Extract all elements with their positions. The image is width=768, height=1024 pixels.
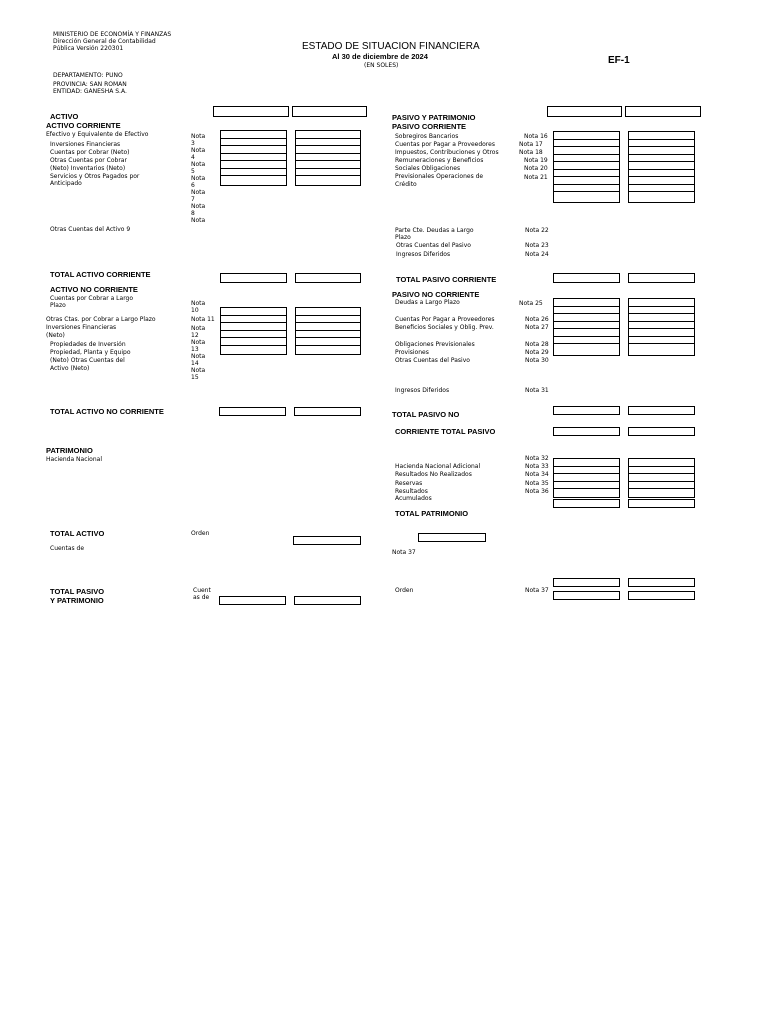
anc-grid-2[interactable] [295, 307, 361, 355]
total-ac-box-1[interactable] [220, 273, 287, 283]
obligaciones-prev-label: Obligaciones Previsionales [395, 341, 475, 348]
notas-nc-2: Nota 11 [191, 316, 215, 323]
nota-32: Nota 32 [525, 455, 549, 462]
nota-17: Nota 17 [519, 141, 543, 148]
year-box-right-2[interactable] [625, 106, 701, 117]
patrimonio-grid-1[interactable] [553, 458, 620, 498]
total-pasivo-box-1[interactable] [553, 427, 620, 436]
efectivo-label: Efectivo y Equivalente de Efectivo [46, 131, 149, 138]
notas-activo-corriente: Nota 3 Nota 4 Nota 5 Nota 6 Nota 7 Nota 8 Nota [191, 133, 206, 224]
nota-26: Nota 26 [525, 316, 549, 323]
propiedades-inv-label: Propiedades de Inversión [50, 341, 126, 348]
departamento: DEPARTAMENTO: PUNO [53, 72, 123, 79]
provincia: PROVINCIA: SAN ROMAN [53, 81, 127, 88]
entidad: ENTIDAD: GANESHA S.A. [53, 88, 127, 95]
total-pc-box-1[interactable] [553, 273, 620, 283]
inversiones-fin-label: Inversiones Financieras [46, 324, 117, 331]
pnc-grid-2[interactable] [628, 298, 695, 356]
nota-19: Nota 19 [524, 157, 548, 164]
total-pasivo-box-2[interactable] [628, 427, 695, 436]
ac-grid-1[interactable] [220, 130, 287, 186]
year-box-left-1[interactable] [213, 106, 289, 117]
otras-cuentas-pasivo-label: Otras Cuentas del Pasivo [396, 242, 471, 249]
pc-grid-1[interactable] [553, 131, 620, 203]
total-anc-box-1[interactable] [219, 407, 286, 416]
total-pasivo-corriente-label: TOTAL PASIVO CORRIENTE [396, 275, 497, 284]
total-activo-label: TOTAL ACTIVO [50, 529, 105, 538]
orden-box-bottom-1[interactable] [553, 591, 620, 600]
total-pyp-box-2[interactable] [294, 596, 361, 605]
total-patrimonio-label: TOTAL PATRIMONIO [395, 509, 469, 518]
inversiones-label: Inversiones Financieras [50, 141, 121, 148]
resultados-label: Resultados [395, 488, 428, 495]
nota-16: Nota 16 [524, 133, 548, 140]
total-pasivo-no-label: TOTAL PASIVO NO [392, 410, 460, 419]
total-pasivo-patrimonio-label: TOTAL PASIVO Y PATRIMONIO [50, 587, 105, 605]
nota-34: Nota 34 [525, 471, 549, 478]
nota-29: Nota 29 [525, 349, 549, 356]
patrimonio-heading: PATRIMONIO [46, 446, 93, 455]
pc-row-2: Cuentas por Pagar a Proveedores [395, 141, 495, 148]
cuentas-de-label: Cuentas de [50, 545, 85, 552]
total-activo-corriente-label: TOTAL ACTIVO CORRIENTE [50, 270, 151, 279]
pc-grid-2[interactable] [628, 131, 695, 203]
patrimonio-total-box-2[interactable] [628, 499, 695, 508]
nota-23: Nota 23 [525, 242, 549, 249]
total-pnc-box-1[interactable] [553, 406, 620, 415]
reservas-label: Reservas [395, 480, 423, 487]
total-ac-box-2[interactable] [295, 273, 361, 283]
pasivo-no-corriente-heading: PASIVO NO CORRIENTE [392, 290, 480, 299]
nota-27: Nota 27 [525, 324, 549, 331]
neto-otras-label: (Neto) Otras Cuentas del [50, 357, 125, 364]
nota-20: Nota 20 [524, 165, 548, 172]
acumulados-label: Acumulados [395, 495, 432, 502]
orden-box-top-2[interactable] [628, 578, 695, 587]
parte-cte-label: Parte Cte. Deudas a Largo Plazo [395, 227, 474, 241]
pc-row-3: Impuestos, Contribuciones y Otros [395, 149, 499, 156]
cuentas-cobrar-lp-label: Cuentas por Cobrar a Largo Plazo [50, 295, 134, 309]
notas-nc-1: Nota 10 [191, 300, 206, 314]
pc-row-7: Crédito [395, 181, 417, 188]
pnc-grid-1[interactable] [553, 298, 620, 356]
version-line: Pública Versión 220301 [53, 45, 124, 52]
nota-35: Nota 35 [525, 480, 549, 487]
orden-box-bottom-2[interactable] [628, 591, 695, 600]
nota-37-a: Nota 37 [392, 549, 416, 556]
deudas-lp-label: Deudas a Largo Plazo [395, 299, 460, 306]
otras-cuentas-label: Otras Cuentas por Cobrar [50, 157, 127, 164]
pasivo-corriente-heading: PASIVO CORRIENTE [392, 122, 467, 131]
cuentas-cobrar-label: Cuentas por Cobrar (Neto) [50, 149, 130, 156]
patrimonio-grid-2[interactable] [628, 458, 695, 498]
hacienda-label: Hacienda Nacional [46, 456, 102, 463]
otras-ctas-lp-label: Otras Ctas. por Cobrar a Largo Plazo [46, 316, 156, 323]
otras-cuentas-pasivo-2-label: Otras Cuentas del Pasivo [395, 357, 470, 364]
resultados-no-label: Resultados No Realizados [395, 471, 472, 478]
pc-row-1: Sobregiros Bancarios [395, 133, 459, 140]
nota-28: Nota 28 [525, 341, 549, 348]
total-pnc-box-2[interactable] [628, 406, 695, 415]
nota-37-b: Nota 37 [525, 587, 549, 594]
year-box-left-2[interactable] [292, 106, 367, 117]
anc-grid-1[interactable] [220, 307, 287, 355]
patrimonio-total-box-1[interactable] [553, 499, 620, 508]
form-code: EF-1 [608, 55, 630, 66]
nota-31: Nota 31 [525, 387, 549, 394]
hacienda-adicional-label: Hacienda Nacional Adicional [395, 463, 481, 470]
page-title: ESTADO DE SITUACION FINANCIERA [302, 41, 480, 52]
cuentas-de-label-2: Cuent as de [193, 587, 211, 601]
pasivo-patrimonio-heading: PASIVO Y PATRIMONIO [392, 113, 476, 122]
year-box-right-1[interactable] [547, 106, 622, 117]
total-pc-box-2[interactable] [628, 273, 695, 283]
ministry-name: MINISTERIO DE ECONOMÍA Y FINANZAS [53, 31, 172, 38]
neto-label: (Neto) [46, 332, 65, 339]
pc-row-5: Sociales Obligaciones [395, 165, 461, 172]
ingresos-diferidos-label: Ingresos Diferidos [396, 251, 451, 258]
nota-22: Nota 22 [525, 227, 549, 234]
otras-cuentas-activo-label: Otras Cuentas del Activo 9 [50, 226, 131, 233]
pc-row-4: Remuneraciones y Beneficios [395, 157, 484, 164]
propiedad-planta-label: Propiedad, Planta y Equipo [50, 349, 131, 356]
ingresos-diferidos-2-label: Ingresos Diferidos [395, 387, 450, 394]
nota-25: Nota 25 [519, 300, 543, 307]
cuentas-pagar-prov-label: Cuentas Por Pagar a Proveedores [395, 316, 495, 323]
nota-21: Nota 21 [524, 174, 548, 181]
currency-note: (EN SOLES) [364, 62, 399, 69]
nota-18: Nota 18 [519, 149, 543, 156]
total-patrimonio-box[interactable] [418, 533, 486, 542]
orden-label-right: Orden [395, 587, 414, 594]
activo-corriente-heading: ACTIVO CORRIENTE [46, 121, 121, 130]
nota-36: Nota 36 [525, 488, 549, 495]
activo-heading: ACTIVO [50, 112, 79, 121]
total-activo-box[interactable] [293, 536, 361, 545]
report-date: Al 30 de diciembre de 2024 [332, 52, 428, 61]
servicios-label: Servicios y Otros Pagados por Anticipado [50, 173, 140, 187]
orden-box-top-1[interactable] [553, 578, 620, 587]
notas-nc-3: Nota 12 Nota 13 Nota 14 Nota 15 [191, 325, 206, 381]
nota-24: Nota 24 [525, 251, 549, 258]
neto-inventarios-label: (Neto) Inventarios (Neto) [50, 165, 126, 172]
total-activo-no-corriente-label: TOTAL ACTIVO NO CORRIENTE [50, 407, 164, 416]
corriente-total-pasivo-label: CORRIENTE TOTAL PASIVO [395, 427, 496, 436]
nota-33: Nota 33 [525, 463, 549, 470]
nota-30: Nota 30 [525, 357, 549, 364]
total-anc-box-2[interactable] [294, 407, 361, 416]
beneficios-label: Beneficios Sociales y Oblig. Prev. [395, 324, 494, 331]
ac-grid-2[interactable] [295, 130, 361, 186]
activo-neto-label: Activo (Neto) [50, 365, 90, 372]
provisiones-label: Provisiones [395, 349, 429, 356]
pc-row-6: Previsionales Operaciones de [395, 173, 484, 180]
activo-no-corriente-heading: ACTIVO NO CORRIENTE [50, 285, 138, 294]
orden-label: Orden [191, 530, 210, 537]
total-pyp-box-1[interactable] [219, 596, 286, 605]
direction-name: Dirección General de Contabilidad [53, 38, 156, 45]
